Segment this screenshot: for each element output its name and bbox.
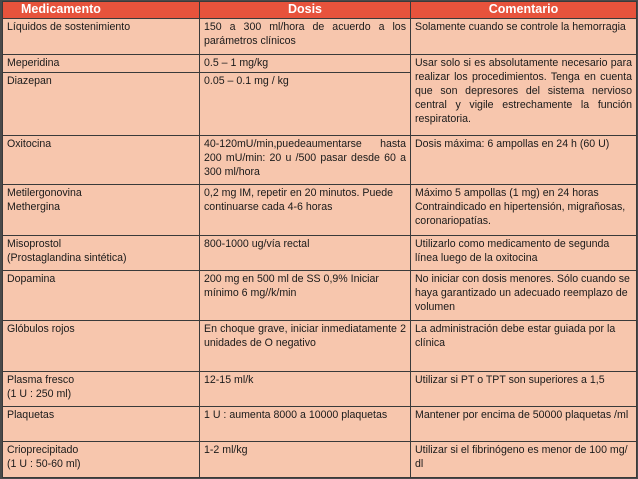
table-row: [3, 18, 637, 54]
medicamento-line: Crioprecipitado: [7, 443, 79, 456]
medicamento-line: Plaquetas: [7, 409, 55, 422]
table-header-row: [3, 2, 637, 19]
cell-dosis: 200 mg en 500 ml de SS 0,9% Iniciar mínimo 6 mg//k/min: [200, 270, 411, 321]
medicamento-line: (1 U : 250 ml): [7, 388, 72, 401]
table-row: [3, 270, 637, 321]
medicamento-line: (Prostaglandina sintética): [7, 251, 127, 264]
cell-medicamento: [3, 270, 200, 321]
medicamento-line: (1 U : 50-60 ml): [7, 457, 81, 470]
cell-medicamento: [3, 18, 200, 54]
cell-dosis: 800-1000 ug/vía rectal: [200, 235, 411, 270]
cell-medicamento: [3, 184, 200, 235]
cell-comentario: La administración debe estar guiada por la clínica: [411, 321, 637, 372]
header-dosis: Dosis: [200, 2, 411, 19]
medicamento-line: Plasma fresco: [7, 374, 75, 387]
cell-comentario: Utilizarlo como medicamento de segunda línea luego de la oxitocina: [411, 235, 637, 270]
table-row: [3, 184, 637, 235]
cell-comentario: Mantener por encima de 50000 plaquetas /ml: [411, 407, 637, 442]
cell-dosis: 1-2 ml/kg: [200, 441, 411, 477]
medicamento-line: Meperidina: [7, 56, 60, 69]
medicamento-line: Methergina: [7, 200, 60, 213]
medicamento-line: Oxitocina: [7, 138, 52, 151]
cell-medicamento: [3, 235, 200, 270]
cell-medicamento: [3, 72, 200, 135]
table-row: [3, 321, 637, 372]
cell-medicamento: [3, 321, 200, 372]
table-row: [3, 54, 637, 72]
cell-dosis: 12-15 ml/k: [200, 372, 411, 407]
cell-dosis: 0.5 – 1 mg/kg: [200, 54, 411, 72]
cell-comentario: Utilizar si el fibrinógeno es menor de 100 mg/ dl: [411, 441, 637, 477]
table-row: [3, 235, 637, 270]
header-medicamento: Medicamento: [3, 2, 200, 19]
medicamento-line: Metilergonovina: [7, 186, 82, 199]
cell-dosis: 0,2 mg IM, repetir en 20 minutos. Puede continuarse cada 4-6 horas: [200, 184, 411, 235]
cell-comentario: Usar solo si es absolutamente necesario para realizar los procedimientos. Tenga en cuenta que son depresores del sistema nervioso central y vigile estrechamente la función respiratoria.: [411, 54, 637, 135]
medicamento-line: Líquidos de sostenimiento: [7, 20, 131, 33]
cell-medicamento: [3, 372, 200, 407]
cell-dosis: 40-120mU/min,puedeaumentarse hasta 200 mU/min: 20 u /500 pasar desde 60 a 300 ml/hora: [200, 136, 411, 185]
cell-medicamento: [3, 441, 200, 477]
table-row: [3, 372, 637, 407]
cell-dosis: 0.05 – 0.1 mg / kg: [200, 72, 411, 135]
cell-comentario: Solamente cuando se controle la hemorragia: [411, 18, 637, 54]
cell-comentario: Utilizar si PT o TPT son superiores a 1,5: [411, 372, 637, 407]
cell-dosis: 1 U : aumenta 8000 a 10000 plaquetas: [200, 407, 411, 442]
header-comentario: Comentario: [411, 2, 637, 19]
cell-comentario: Máximo 5 ampollas (1 mg) en 24 horas Contraindicado en hipertensión, migrañosas, coronariopatías.: [411, 184, 637, 235]
medicamento-line: Dopamina: [7, 272, 56, 285]
table-row: [3, 407, 637, 442]
cell-comentario: No iniciar con dosis menores. Sólo cuando se haya garantizado un adecuado reemplazo de volumen: [411, 270, 637, 321]
cell-dosis: En choque grave, iniciar inmediatamente 2 unidades de O negativo: [200, 321, 411, 372]
cell-medicamento: [3, 407, 200, 442]
cell-medicamento: [3, 136, 200, 185]
cell-comentario: Dosis máxima: 6 ampollas en 24 h (60 U): [411, 136, 637, 185]
cell-dosis: 150 a 300 ml/hora de acuerdo a los parámetros clínicos: [200, 18, 411, 54]
table-row: [3, 441, 637, 477]
medicamento-line: Misoprostol: [7, 237, 62, 250]
cell-medicamento: [3, 54, 200, 72]
table-row: [3, 136, 637, 185]
medicamento-line: Diazepan: [7, 74, 52, 87]
medicamento-line: Glóbulos rojos: [7, 323, 75, 336]
medication-table: [2, 1, 637, 478]
